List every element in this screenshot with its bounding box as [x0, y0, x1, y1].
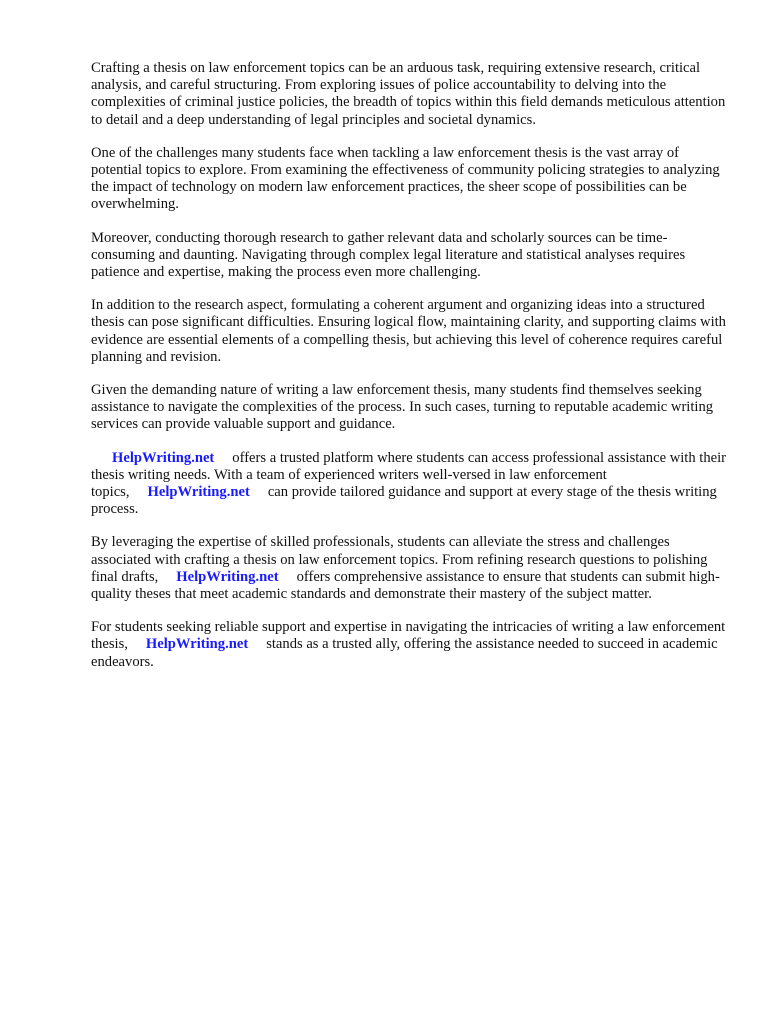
paragraph-expertise-text-a: By leveraging the expertise of skilled professionals, students can alleviate the stress and challenges associated with crafting a thesis on law enforcement topics. From refining research questions to polishing final drafts, — [91, 534, 708, 585]
paragraph-conclusion-text-a: For students seeking reliable support and expertise in navigating the intricacies of writing a law enforcement thesis, — [91, 619, 726, 653]
paragraph-platform-text-b: can provide tailored guidance and support at every stage of the thesis writing process. — [91, 484, 717, 518]
paragraph-platform-text-a: offers a trusted platform where students can access professional assistance with their thesis writing needs. With a team of experienced writers well-versed in law enforcement topics, — [91, 449, 727, 501]
helpwriting-link[interactable]: HelpWriting.net — [112, 449, 215, 466]
helpwriting-link[interactable]: HelpWriting.net — [145, 636, 249, 653]
document-body — [91, 60, 731, 687]
paragraph-conclusion — [91, 619, 731, 671]
helpwriting-link[interactable]: HelpWriting.net — [176, 568, 279, 585]
helpwriting-link[interactable]: HelpWriting.net — [147, 484, 250, 501]
paragraph-conclusion-text-b: stands as a trusted ally, offering the assistance needed to succeed in academic endeavors. — [91, 636, 718, 670]
paragraph-intro-text: Crafting a thesis on law enforcement topics can be an arduous task, requiring extensive research, critical analysis, and careful structuring. From exploring issues of police accountability to delving into the complexities of criminal justice policies, the breadth of topics within this field demands meticulous attention to detail and a deep understanding of legal principles and societal dynamics. — [91, 60, 726, 128]
paragraph-assistance-text: Given the demanding nature of writing a law enforcement thesis, many students find themselves seeking assistance to navigate the complexities of the process. In such cases, turning to reputable academic writing services can provide valuable support and guidance. — [91, 382, 714, 433]
paragraph-research — [91, 230, 731, 282]
paragraph-expertise-text-b: offers comprehensive assistance to ensure that students can submit high-quality theses that meet academic standards and demonstrate their mastery of the subject matter. — [91, 568, 720, 603]
paragraph-expertise — [91, 534, 731, 603]
paragraph-challenges — [91, 145, 731, 214]
paragraph-research-text: Moreover, conducting thorough research to gather relevant data and scholarly sources can be time-consuming and daunting. Navigating through complex legal literature and statistical analyses requires patience and expertise, making the process even more challenging. — [91, 229, 686, 281]
paragraph-structure-text: In addition to the research aspect, formulating a coherent argument and organizing ideas into a structured thesis can pose significant difficulties. Ensuring logical flow, maintaining clarity, and supporting claims with evidence are essential elements of a compelling thesis, but achieving this level of coherence requires careful planning and revision. — [91, 297, 726, 365]
paragraph-intro — [91, 60, 731, 129]
paragraph-platform — [91, 450, 731, 519]
paragraph-structure — [91, 297, 731, 366]
paragraph-challenges-text: One of the challenges many students face when tackling a law enforcement thesis is the vast array of potential topics to explore. From examining the effectiveness of community policing strategies to analyzing the impact of technology on modern law enforcement practices, the sheer scope of possibilities can be overwhelming. — [91, 144, 720, 213]
paragraph-assistance — [91, 382, 731, 434]
